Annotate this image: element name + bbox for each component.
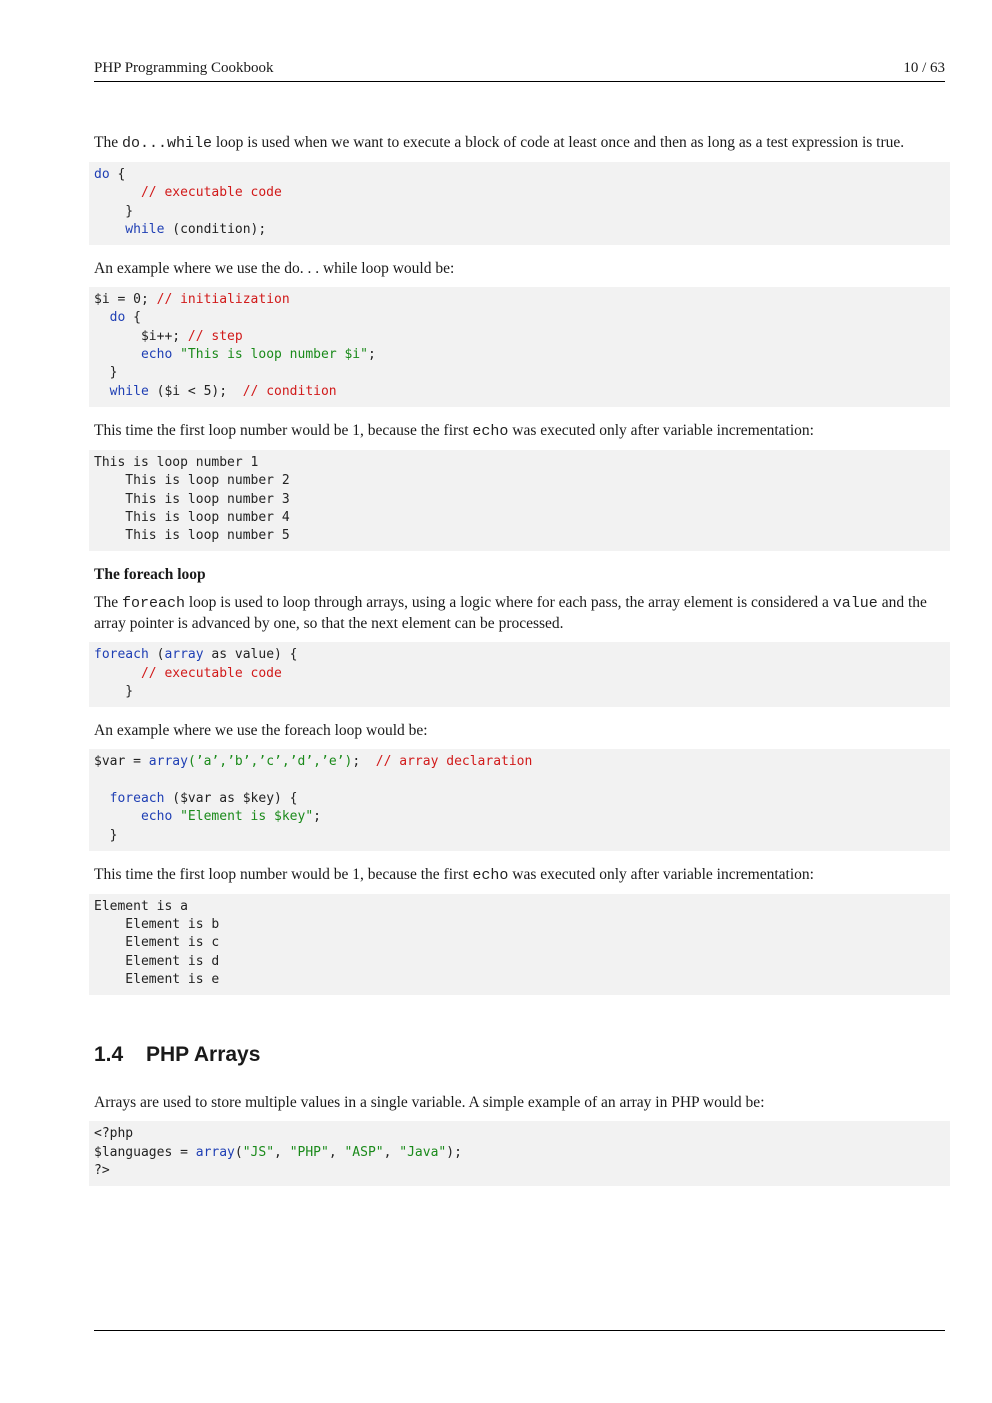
code-token: (: [234, 1144, 243, 1160]
code-line: [94, 754, 532, 769]
code-token: // initialization: [156, 292, 290, 308]
code-line: [94, 365, 117, 380]
inline-code-foreach: foreach: [121, 595, 185, 613]
code-line: [94, 347, 376, 362]
code-token: }: [94, 365, 118, 381]
code-token: [172, 347, 180, 362]
text: and the array pointer is advanced by one, so that the next element can be processed.: [94, 594, 927, 633]
code-token: $i = 0;: [94, 292, 157, 308]
code-token: foreach: [94, 647, 149, 663]
example-foreach-intro: An example where we use the foreach loop would be:: [94, 722, 428, 740]
intro-paragraph: [94, 133, 945, 154]
output-block-do-while: [89, 450, 950, 551]
code-token: }: [94, 203, 134, 219]
code-token: Element is c: [94, 935, 220, 951]
code-block-foreach-syntax: [89, 642, 950, 707]
code-line: [94, 528, 290, 543]
code-line: [94, 329, 243, 344]
code-line: [94, 972, 219, 987]
inline-code-echo: echo: [472, 866, 509, 884]
code-token: );: [446, 1144, 462, 1160]
code-token: ,: [274, 1144, 290, 1160]
code-line: [94, 185, 282, 200]
arrays-description: Arrays are used to store multiple values in a single variable. A simple example of an array in PHP would be:: [94, 1094, 765, 1112]
code-token: ?>: [94, 1162, 110, 1178]
code-token: ($i < 5);: [148, 383, 243, 399]
code-token: $languages =: [94, 1144, 196, 1160]
code-token: {: [109, 167, 126, 182]
code-token: ;: [352, 754, 376, 770]
code-token: while: [94, 383, 149, 399]
code-token: // executable code: [94, 185, 282, 201]
code-line: [94, 684, 133, 699]
code-line: [94, 1126, 133, 1141]
text: loop is used to loop through arrays, using a logic where for each pass, the array element is considered a: [185, 594, 833, 612]
code-token: do: [94, 167, 110, 182]
code-token: [172, 809, 180, 824]
code-token: array: [195, 1144, 235, 1160]
code-token: // condition: [242, 383, 337, 399]
code-token: ,: [328, 1144, 345, 1160]
code-line: [94, 917, 219, 932]
code-line: [94, 384, 337, 399]
code-token: ($var as $key) {: [164, 790, 298, 806]
code-line: [94, 492, 290, 507]
text: This time the first loop number would be 1, because the first: [94, 865, 473, 883]
code-token: Element is b: [94, 917, 220, 933]
code-token: ;: [313, 809, 321, 825]
code-block-foreach-example: [89, 749, 950, 850]
text: This time the first loop number would be 1, because the first: [94, 421, 473, 439]
text: The: [94, 594, 122, 612]
code-token: }: [94, 684, 134, 700]
page-number: 10 / 63: [903, 60, 945, 76]
code-line: [94, 773, 102, 788]
code-token: <?php: [94, 1126, 134, 1142]
intro-text-1: The: [94, 134, 122, 151]
code-token: This is loop number 2: [94, 473, 290, 489]
foreach-output-intro: [94, 865, 945, 886]
code-token: This is loop number 4: [94, 509, 290, 525]
code-block-array-example: [89, 1121, 950, 1186]
code-line: [94, 222, 266, 237]
code-token: foreach: [94, 790, 165, 806]
code-token: ,: [383, 1144, 400, 1160]
code-line: [94, 455, 258, 470]
code-token: array: [148, 754, 188, 770]
code-token: {: [125, 310, 141, 326]
code-line: [94, 809, 321, 824]
do-while-output-intro: [94, 421, 945, 442]
code-token: $var =: [94, 754, 149, 770]
code-token: ;: [367, 347, 376, 363]
code-token: This is loop number 1: [94, 454, 259, 470]
foreach-heading: The foreach loop: [94, 566, 206, 584]
code-token: "Element is $key": [180, 809, 314, 825]
inline-code-echo: echo: [472, 422, 509, 440]
code-line: [94, 1145, 462, 1160]
code-line: [94, 899, 188, 914]
code-token: "Java": [399, 1144, 447, 1160]
page-header: [94, 60, 945, 82]
code-token: Element is a: [94, 898, 188, 914]
inline-code-do-while: do...while: [121, 135, 212, 152]
output-block-foreach: [89, 894, 950, 995]
inline-code-value: value: [832, 595, 878, 613]
code-token: [94, 773, 102, 788]
code-line: [94, 828, 117, 843]
code-token: // step: [187, 328, 243, 344]
code-token: "This is loop number $i": [180, 347, 368, 363]
section-title: PHP Arrays: [146, 1043, 261, 1067]
code-token: "PHP": [289, 1144, 329, 1160]
code-token: as value) {: [203, 647, 298, 663]
document-title: PHP Programming Cookbook: [94, 60, 274, 76]
code-token: Element is e: [94, 972, 220, 988]
code-line: [94, 292, 290, 307]
code-token: array: [164, 647, 204, 663]
foreach-description: [94, 593, 945, 634]
code-block-do-while-syntax: [89, 162, 950, 245]
code-token: // executable code: [94, 665, 282, 681]
code-token: // array declaration: [375, 754, 533, 770]
text: was executed only after variable incrementation:: [508, 865, 814, 883]
code-block-do-while-example: [89, 287, 950, 407]
code-line: [94, 1163, 110, 1178]
code-token: do: [94, 310, 126, 326]
code-line: [94, 647, 298, 662]
code-token: while: [94, 221, 165, 237]
page-content: [94, 133, 945, 1186]
text: was executed only after variable incrementation:: [508, 421, 814, 439]
code-token: This is loop number 5: [94, 528, 290, 544]
code-token: }: [94, 827, 118, 843]
code-line: [94, 791, 298, 806]
code-token: (: [148, 647, 165, 663]
code-line: [94, 935, 219, 950]
code-line: [94, 473, 290, 488]
code-token: "ASP": [344, 1144, 384, 1160]
code-line: [94, 666, 282, 681]
code-line: [94, 167, 125, 182]
code-token: Element is d: [94, 953, 220, 969]
code-line: [94, 310, 141, 325]
code-token: echo: [94, 809, 173, 825]
code-token: (condition);: [164, 221, 267, 237]
footer-rule: [94, 1330, 945, 1331]
code-line: [94, 954, 219, 969]
example-do-while-intro: An example where we use the do. . . while loop would be:: [94, 260, 455, 278]
code-token: echo: [94, 347, 173, 363]
code-line: [94, 204, 133, 219]
code-token: This is loop number 3: [94, 491, 290, 507]
intro-text-2: loop is used when we want to execute a block of code at least once and then as long as a test expression is true.: [212, 134, 905, 151]
code-token: (’a’,’b’,’c’,’d’,’e’): [187, 754, 353, 770]
code-line: [94, 510, 290, 525]
section-heading-php-arrays: [94, 1043, 945, 1067]
code-token: $i++;: [94, 328, 188, 344]
section-number: 1.4: [94, 1043, 124, 1067]
code-token: "JS": [242, 1144, 275, 1160]
